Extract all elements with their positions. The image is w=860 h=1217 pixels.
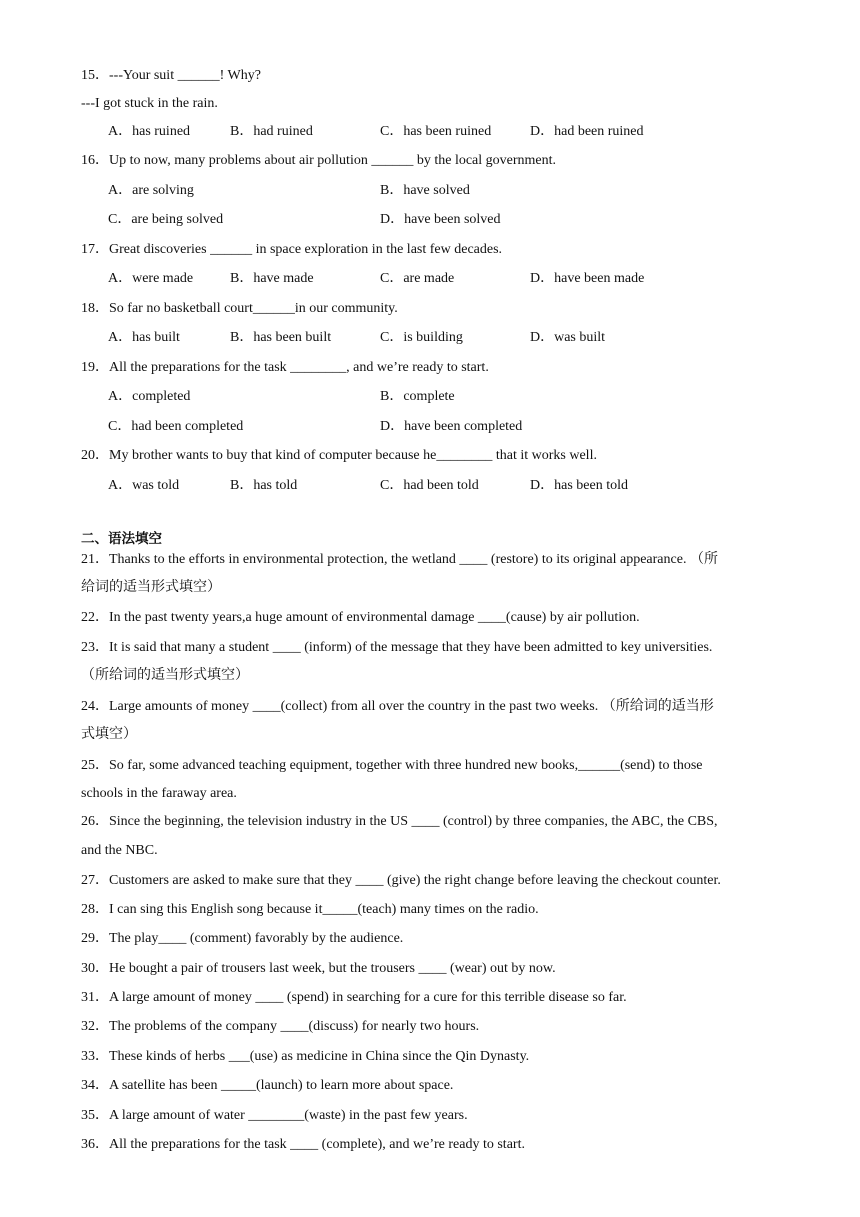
q16-option-b: B．have solved [380,183,470,198]
q19-option-c: C．had been completed [108,419,244,434]
question-36: 36．All the preparations for the task ____ (complete), and we’re ready to start. [81,1137,525,1152]
q15-option-d: D．had been ruined [530,124,644,139]
question-15-stem: 15．---Your suit ______! Why? [81,68,261,83]
q15-option-b: B．had ruined [230,124,313,139]
question-24-line-1: 24．Large amounts of money ____(collect) from all over the country in the past two weeks. （所给词的适当形 [81,699,714,714]
question-26-line-1: 26．Since the beginning, the television industry in the US ____ (control) by three companies, the ABC, the CBS, [81,814,718,829]
q20-option-c: C．had been told [380,478,479,493]
q19-option-b: B．complete [380,389,455,404]
question-25-line-1: 25．So far, some advanced teaching equipment, together with three hundred new books,______(send) to those [81,758,703,773]
q16-option-a: A．are solving [108,183,194,198]
question-17-stem: 17．Great discoveries ______ in space exploration in the last few decades. [81,242,503,257]
question-34: 34．A satellite has been _____(launch) to learn more about space. [81,1078,454,1093]
question-15-stem-response: ---I got stuck in the rain. [81,96,218,111]
question-29: 29．The play____ (comment) favorably by the audience. [81,931,404,946]
q19-option-a: A．completed [108,389,191,404]
question-23-line-1: 23．It is said that many a student ____ (inform) of the message that they have been admitted to key universities. [81,640,713,655]
q15-option-c: C．has been ruined [380,124,492,139]
q15-option-a: A．has ruined [108,124,191,139]
q17-option-c: C．are made [380,271,455,286]
question-28: 28．I can sing this English song because it_____(teach) many times on the radio. [81,902,539,917]
question-16-stem: 16．Up to now, many problems about air pollution ______ by the local government. [81,153,557,168]
question-27: 27．Customers are asked to make sure that they ____ (give) the right change before leaving the checkout counter. [81,873,721,888]
q20-option-a: A．was told [108,478,180,493]
question-21-line-1: 21．Thanks to the efforts in environmental protection, the wetland ____ (restore) to its original appearance. （所 [81,552,718,567]
q18-option-d: D．was built [530,330,606,345]
question-18-stem: 18．So far no basketball court______in our community. [81,301,398,316]
question-26-line-2: and the NBC. [81,843,158,858]
question-35: 35．A large amount of water ________(waste) in the past few years. [81,1108,468,1123]
q16-option-d: D．have been solved [380,212,501,227]
q18-option-c: C．is building [380,330,463,345]
q17-option-b: B．have made [230,271,314,286]
q16-option-c: C．are being solved [108,212,224,227]
question-31: 31．A large amount of money ____ (spend) in searching for a cure for this terrible disease so far. [81,990,627,1005]
question-19-stem: 19．All the preparations for the task ________, and we’re ready to start. [81,360,489,375]
question-21-line-2: 给词的适当形式填空） [81,580,221,595]
question-24-line-2: 式填空） [81,727,137,742]
question-33: 33．These kinds of herbs ___(use) as medicine in China since the Qin Dynasty. [81,1049,530,1064]
question-22: 22．In the past twenty years,a huge amount of environmental damage ____(cause) by air pollution. [81,610,640,625]
q17-option-d: D．have been made [530,271,645,286]
question-20-stem: 20．My brother wants to buy that kind of computer because he________ that it works well. [81,448,597,463]
q19-option-d: D．have been completed [380,419,523,434]
q17-option-a: A．were made [108,271,194,286]
q20-option-b: B．has told [230,478,298,493]
section-title: 二、语法填空 [81,531,162,547]
q20-option-d: D．has been told [530,478,628,493]
question-25-line-2: schools in the faraway area. [81,786,237,801]
q18-option-a: A．has built [108,330,180,345]
question-30: 30．He bought a pair of trousers last week, but the trousers ____ (wear) out by now. [81,961,556,976]
question-32: 32．The problems of the company ____(discuss) for nearly two hours. [81,1019,480,1034]
q18-option-b: B．has been built [230,330,332,345]
question-23-line-2: （所给词的适当形式填空） [81,668,249,683]
